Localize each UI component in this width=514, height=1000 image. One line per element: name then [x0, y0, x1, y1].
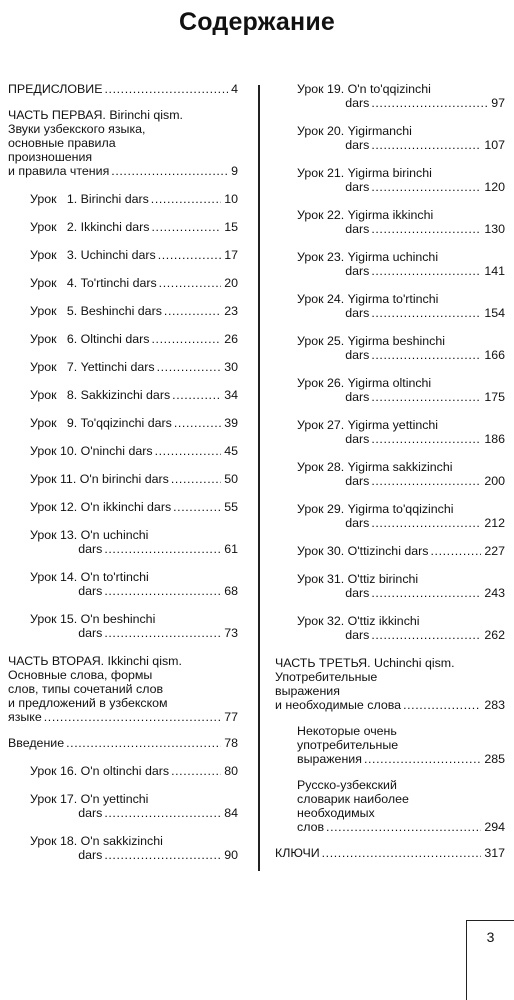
- dot-leader: [111, 164, 228, 178]
- page-number: 3: [486, 929, 495, 945]
- toc-entry-line: [275, 684, 505, 698]
- toc-entry-line: [297, 376, 505, 390]
- toc-entry-text: и правила чтения: [8, 164, 110, 178]
- toc-entry-line: [30, 220, 238, 234]
- toc-page-number: 243: [484, 586, 505, 600]
- toc-entry-text: dars: [297, 264, 370, 278]
- toc-page-number: 212: [484, 516, 505, 530]
- toc-entry-text: Урок 31. O'ttiz birinchi: [297, 572, 419, 586]
- toc-entry-text: Урок 11. O'n birinchi dars: [30, 472, 169, 486]
- toc-entry-text: Урок 20. Yigirmanchi: [297, 124, 412, 138]
- toc-entry[interactable]: [8, 388, 238, 402]
- toc-entry[interactable]: [275, 208, 505, 236]
- dot-leader: [371, 264, 481, 278]
- toc-entry-line: [275, 670, 505, 684]
- toc-entry-line: [297, 460, 505, 474]
- toc-entry-text: dars: [297, 306, 370, 320]
- toc-page-number: 78: [224, 736, 238, 750]
- dot-leader: [171, 764, 221, 778]
- toc-page-number: 317: [484, 846, 505, 860]
- toc-entry-line: [30, 764, 238, 778]
- dot-leader: [164, 304, 221, 318]
- toc-entry[interactable]: [8, 332, 238, 346]
- toc-entry-line: [297, 166, 505, 180]
- toc-entry-line: [8, 150, 238, 164]
- toc-page-number: 23: [224, 304, 238, 318]
- toc-entry-line: [297, 778, 505, 792]
- toc-page-number: 283: [484, 698, 505, 712]
- toc-entry-line: [30, 192, 238, 206]
- toc-page-number: 30: [224, 360, 238, 374]
- dot-leader: [173, 500, 221, 514]
- dot-leader: [159, 276, 222, 290]
- toc-entry[interactable]: [275, 82, 505, 110]
- dot-leader: [371, 306, 481, 320]
- dot-leader: [371, 138, 481, 152]
- dot-leader: [371, 432, 481, 446]
- toc-entry-line: [297, 222, 505, 236]
- toc-entry-text: выражения: [297, 752, 362, 766]
- toc-page-number: 39: [224, 416, 238, 430]
- toc-entry[interactable]: [8, 82, 238, 96]
- toc-entry-text: Урок 4. To'rtinchi dars: [30, 276, 157, 290]
- toc-entry-line: [297, 306, 505, 320]
- toc-page-number: 45: [224, 444, 238, 458]
- toc-page-number: 68: [224, 584, 238, 598]
- dot-leader: [364, 752, 481, 766]
- toc-entry-text: Урок 18. O'n sakkizinchi: [30, 834, 163, 848]
- toc-entry-line: [30, 332, 238, 346]
- toc-entry-text: Урок 3. Uchinchi dars: [30, 248, 156, 262]
- toc-entry[interactable]: [8, 192, 238, 206]
- toc-entry-line: [297, 180, 505, 194]
- toc-entry-line: [30, 570, 238, 584]
- toc-entry-text: Урок 5. Beshinchi dars: [30, 304, 162, 318]
- dot-leader: [171, 472, 221, 486]
- toc-entry-line: [297, 724, 505, 738]
- toc-entry-line: [8, 736, 238, 750]
- toc-entry-text: ЧАСТЬ ТРЕТЬЯ. Uchinchi qism.: [275, 656, 455, 670]
- dot-leader: [104, 806, 221, 820]
- toc-entry-text: Урок 30. O'ttizinchi dars: [297, 544, 429, 558]
- dot-leader: [151, 192, 221, 206]
- toc-entry-line: [8, 696, 238, 710]
- toc-page-number: 55: [224, 500, 238, 514]
- dot-leader: [174, 416, 221, 430]
- toc-entry-text: ЧАСТЬ ПЕРВАЯ. Birinchi qism.: [8, 108, 183, 122]
- toc-entry-line: [8, 108, 238, 122]
- toc-entry-line: [297, 572, 505, 586]
- toc-entry-text: ЧАСТЬ ВТОРАЯ. Ikkinchi qism.: [8, 654, 182, 668]
- toc-entry-line: [275, 846, 505, 860]
- toc-entry-text: dars: [30, 542, 103, 556]
- toc-entry[interactable]: [275, 250, 505, 278]
- toc-entry-text: Урок 22. Yigirma ikkinchi: [297, 208, 434, 222]
- toc-entry[interactable]: [8, 360, 238, 374]
- toc-page-number: 285: [484, 752, 505, 766]
- toc-entry-line: [30, 584, 238, 598]
- toc-entry-text: dars: [30, 806, 103, 820]
- toc-page-number: 200: [484, 474, 505, 488]
- toc-entry-line: [297, 614, 505, 628]
- toc-page-number: 26: [224, 332, 238, 346]
- toc-entry[interactable]: [8, 444, 238, 458]
- page-number-box: [466, 920, 514, 1000]
- toc-entry-text: Урок 7. Yettinchi dars: [30, 360, 155, 374]
- toc-page-number: 97: [491, 96, 505, 110]
- dot-leader: [371, 474, 481, 488]
- toc-entry[interactable]: [8, 304, 238, 318]
- toc-entry-text: КЛЮЧИ: [275, 846, 320, 860]
- toc-entry-line: [297, 628, 505, 642]
- toc-page-number: 227: [484, 544, 505, 558]
- dot-leader: [104, 82, 228, 96]
- toc-entry-text: Урок 13. O'n uchinchi: [30, 528, 149, 542]
- toc-entry[interactable]: [8, 220, 238, 234]
- toc-entry-text: Урок 9. To'qqizinchi dars: [30, 416, 172, 430]
- toc-entry-text: dars: [297, 180, 370, 194]
- toc-entry[interactable]: [275, 502, 505, 530]
- toc-entry-line: [297, 390, 505, 404]
- toc-entry[interactable]: [8, 500, 238, 514]
- toc-entry[interactable]: [8, 108, 238, 178]
- toc-page-number: 107: [484, 138, 505, 152]
- toc-entry[interactable]: [8, 736, 238, 750]
- toc-entry-text: словарик наиболее: [297, 792, 409, 806]
- toc-entry-text: Урок 8. Sakkizinchi dars: [30, 388, 171, 402]
- toc-entry-line: [8, 82, 238, 96]
- toc-entry-line: [297, 752, 505, 766]
- toc-left-column: [8, 82, 238, 862]
- toc-entry[interactable]: [8, 834, 238, 862]
- toc-entry-text: dars: [297, 96, 370, 110]
- toc-entry-text: выражения: [275, 684, 340, 698]
- toc-entry-line: [297, 334, 505, 348]
- toc-entry-line: [8, 710, 238, 724]
- dot-leader: [158, 248, 222, 262]
- toc-page-number: 166: [484, 348, 505, 362]
- toc-entry-text: dars: [297, 474, 370, 488]
- toc-entry-line: [30, 792, 238, 806]
- toc-entry[interactable]: [275, 418, 505, 446]
- toc-entry-text: Введение: [8, 736, 65, 750]
- toc-entry-text: произношения: [8, 150, 93, 164]
- toc-entry-text: dars: [297, 586, 370, 600]
- toc-entry-line: [297, 792, 505, 806]
- toc-entry-text: необходимых: [297, 806, 375, 820]
- toc-entry-text: Употребительные: [275, 670, 378, 684]
- toc-entry[interactable]: [275, 724, 505, 766]
- toc-entry[interactable]: [275, 656, 505, 712]
- toc-page-number: 130: [484, 222, 505, 236]
- toc-page-number: 77: [224, 710, 238, 724]
- toc-entry-text: употребительные: [297, 738, 399, 752]
- toc-entry[interactable]: [275, 778, 505, 834]
- dot-leader: [371, 222, 481, 236]
- toc-page-number: 61: [224, 542, 238, 556]
- dot-leader: [155, 444, 222, 458]
- dot-leader: [157, 360, 222, 374]
- toc-entry[interactable]: [275, 124, 505, 152]
- toc-entry-line: [297, 544, 505, 558]
- toc-entry-text: Урок 27. Yigirma yettinchi: [297, 418, 439, 432]
- toc-entry-line: [297, 820, 505, 834]
- toc-entry[interactable]: [275, 544, 505, 558]
- toc-entry-line: [297, 516, 505, 530]
- toc-entry-line: [297, 124, 505, 138]
- toc-page-number: 294: [484, 820, 505, 834]
- toc-entry[interactable]: [8, 472, 238, 486]
- toc-entry-line: [30, 612, 238, 626]
- toc-entry[interactable]: [275, 334, 505, 362]
- toc-entry-line: [297, 586, 505, 600]
- toc-entry-line: [30, 500, 238, 514]
- toc-page-number: 186: [484, 432, 505, 446]
- dot-leader: [104, 848, 221, 862]
- dot-leader: [371, 348, 481, 362]
- toc-entry[interactable]: [8, 416, 238, 430]
- toc-entry-text: Урок 19. O'n to'qqizinchi: [297, 82, 431, 96]
- toc-entry-line: [297, 292, 505, 306]
- toc-entry-line: [30, 528, 238, 542]
- toc-entry-line: [8, 668, 238, 682]
- toc-entry[interactable]: [275, 292, 505, 320]
- toc-entry-text: dars: [297, 222, 370, 236]
- toc-entry[interactable]: [275, 846, 505, 860]
- toc-page-number: 262: [484, 628, 505, 642]
- toc-entry-text: Урок 10. O'ninchi dars: [30, 444, 153, 458]
- toc-entry-text: Русско-узбекский: [297, 778, 397, 792]
- toc-entry-line: [297, 474, 505, 488]
- page-title: Содержание: [178, 8, 336, 36]
- toc-entry[interactable]: [8, 276, 238, 290]
- toc-entry-text: Урок 17. O'n yettinchi: [30, 792, 149, 806]
- dot-leader: [371, 628, 481, 642]
- toc-page-number: 175: [484, 390, 505, 404]
- column-divider: [258, 85, 260, 871]
- dot-leader: [371, 96, 488, 110]
- toc-entry-text: Звуки узбекского языка,: [8, 122, 146, 136]
- toc-entry-text: dars: [297, 348, 370, 362]
- toc-page-number: 34: [224, 388, 238, 402]
- toc-entry-text: dars: [297, 138, 370, 152]
- toc-entry-line: [30, 276, 238, 290]
- toc-entry-line: [297, 96, 505, 110]
- toc-entry-line: [297, 82, 505, 96]
- dot-leader: [172, 388, 221, 402]
- toc-entry-line: [30, 388, 238, 402]
- toc-entry[interactable]: [8, 792, 238, 820]
- dot-leader: [151, 220, 221, 234]
- dot-leader: [371, 180, 481, 194]
- toc-entry-line: [30, 304, 238, 318]
- toc-page-number: 90: [224, 848, 238, 862]
- toc-entry-line: [275, 656, 505, 670]
- dot-leader: [322, 846, 482, 860]
- dot-leader: [104, 584, 221, 598]
- toc-entry[interactable]: [8, 248, 238, 262]
- toc-entry-line: [30, 848, 238, 862]
- dot-leader: [431, 544, 482, 558]
- toc-entry-text: Урок 16. O'n oltinchi dars: [30, 764, 170, 778]
- toc-entry[interactable]: [8, 654, 238, 724]
- toc-page-number: 15: [224, 220, 238, 234]
- dot-leader: [403, 698, 481, 712]
- toc-entry[interactable]: [275, 376, 505, 404]
- toc-entry-text: Урок 26. Yigirma oltinchi: [297, 376, 432, 390]
- dot-leader: [66, 736, 221, 750]
- toc-page-number: 50: [224, 472, 238, 486]
- toc-entry-text: Урок 25. Yigirma beshinchi: [297, 334, 445, 348]
- toc-entry-line: [30, 806, 238, 820]
- toc-entry[interactable]: [275, 614, 505, 642]
- toc-entry-text: и предложений в узбекском: [8, 696, 168, 710]
- toc-entry-text: Урок 2. Ikkinchi dars: [30, 220, 150, 234]
- toc-entry-text: Урок 14. O'n to'rtinchi: [30, 570, 149, 584]
- toc-entry-text: Урок 28. Yigirma sakkizinchi: [297, 460, 453, 474]
- toc-entry-text: Урок 29. Yigirma to'qqizinchi: [297, 502, 454, 516]
- toc-page-number: 9: [231, 164, 238, 178]
- toc-page-number: 4: [231, 82, 238, 96]
- toc-entry-line: [30, 626, 238, 640]
- toc-entry-line: [297, 738, 505, 752]
- toc-entry-text: основные правила: [8, 136, 116, 150]
- toc-entry-text: языке: [8, 710, 42, 724]
- toc-entry[interactable]: [8, 612, 238, 640]
- toc-entry-text: dars: [297, 390, 370, 404]
- toc-entry-text: dars: [297, 628, 370, 642]
- toc-entry-line: [297, 502, 505, 516]
- toc-page-number: 120: [484, 180, 505, 194]
- toc-entry-text: Урок 6. Oltinchi dars: [30, 332, 150, 346]
- toc-entry[interactable]: [275, 166, 505, 194]
- toc-entry-line: [8, 164, 238, 178]
- toc-page-number: 17: [224, 248, 238, 262]
- toc-right-column: [275, 82, 505, 860]
- dot-leader: [371, 390, 481, 404]
- toc-entry-line: [30, 472, 238, 486]
- toc-entry-text: Урок 12. O'n ikkinchi dars: [30, 500, 172, 514]
- toc-entry-text: Основные слова, формы: [8, 668, 153, 682]
- dot-leader: [326, 820, 481, 834]
- toc-entry-text: dars: [30, 848, 103, 862]
- toc-entry[interactable]: [275, 460, 505, 488]
- toc-entry-line: [30, 360, 238, 374]
- toc-entry-text: Урок 24. Yigirma to'rtinchi: [297, 292, 439, 306]
- toc-entry-text: dars: [297, 516, 370, 530]
- dot-leader: [371, 516, 481, 530]
- toc-entry-line: [297, 138, 505, 152]
- toc-entry-line: [8, 136, 238, 150]
- toc-entry-text: ПРЕДИСЛОВИЕ: [8, 82, 103, 96]
- toc-page-number: 73: [224, 626, 238, 640]
- toc-entry-line: [30, 542, 238, 556]
- dot-leader: [44, 710, 221, 724]
- toc-entry-text: dars: [30, 626, 103, 640]
- toc-entry-text: Урок 1. Birinchi dars: [30, 192, 149, 206]
- dot-leader: [104, 542, 221, 556]
- toc-entry-line: [297, 806, 505, 820]
- toc-entry-text: dars: [30, 584, 103, 598]
- toc-page-number: 141: [484, 264, 505, 278]
- toc-entry-text: Урок 21. Yigirma birinchi: [297, 166, 432, 180]
- toc-entry-line: [297, 418, 505, 432]
- toc-entry-line: [297, 348, 505, 362]
- toc-page-number: 80: [224, 764, 238, 778]
- toc-entry-line: [8, 654, 238, 668]
- toc-entry-line: [30, 444, 238, 458]
- toc-entry-text: слов, типы сочетаний слов: [8, 682, 164, 696]
- toc-page-number: 84: [224, 806, 238, 820]
- toc-entry[interactable]: [8, 570, 238, 598]
- dot-leader: [151, 332, 221, 346]
- toc-entry[interactable]: [275, 572, 505, 600]
- toc-page-number: 10: [224, 192, 238, 206]
- dot-leader: [371, 586, 481, 600]
- toc-entry-line: [8, 122, 238, 136]
- toc-page-number: 20: [224, 276, 238, 290]
- dot-leader: [104, 626, 221, 640]
- toc-entry-text: Урок 15. O'n beshinchi: [30, 612, 156, 626]
- toc-entry[interactable]: [8, 528, 238, 556]
- toc-entry-text: слов: [297, 820, 325, 834]
- toc-entry-text: dars: [297, 432, 370, 446]
- toc-entry-text: Урок 32. O'ttiz ikkinchi: [297, 614, 420, 628]
- toc-entry-line: [297, 432, 505, 446]
- toc-entry-line: [30, 416, 238, 430]
- toc-entry[interactable]: [8, 764, 238, 778]
- toc-entry-line: [8, 682, 238, 696]
- toc-entry-line: [297, 208, 505, 222]
- toc-entry-text: и необходимые слова: [275, 698, 402, 712]
- toc-entry-text: Урок 23. Yigirma uchinchi: [297, 250, 439, 264]
- toc-page-number: 154: [484, 306, 505, 320]
- toc-entry-line: [275, 698, 505, 712]
- toc-entry-line: [297, 250, 505, 264]
- toc-entry-line: [30, 248, 238, 262]
- toc-entry-text: Некоторые очень: [297, 724, 397, 738]
- toc-entry-line: [297, 264, 505, 278]
- toc-entry-line: [30, 834, 238, 848]
